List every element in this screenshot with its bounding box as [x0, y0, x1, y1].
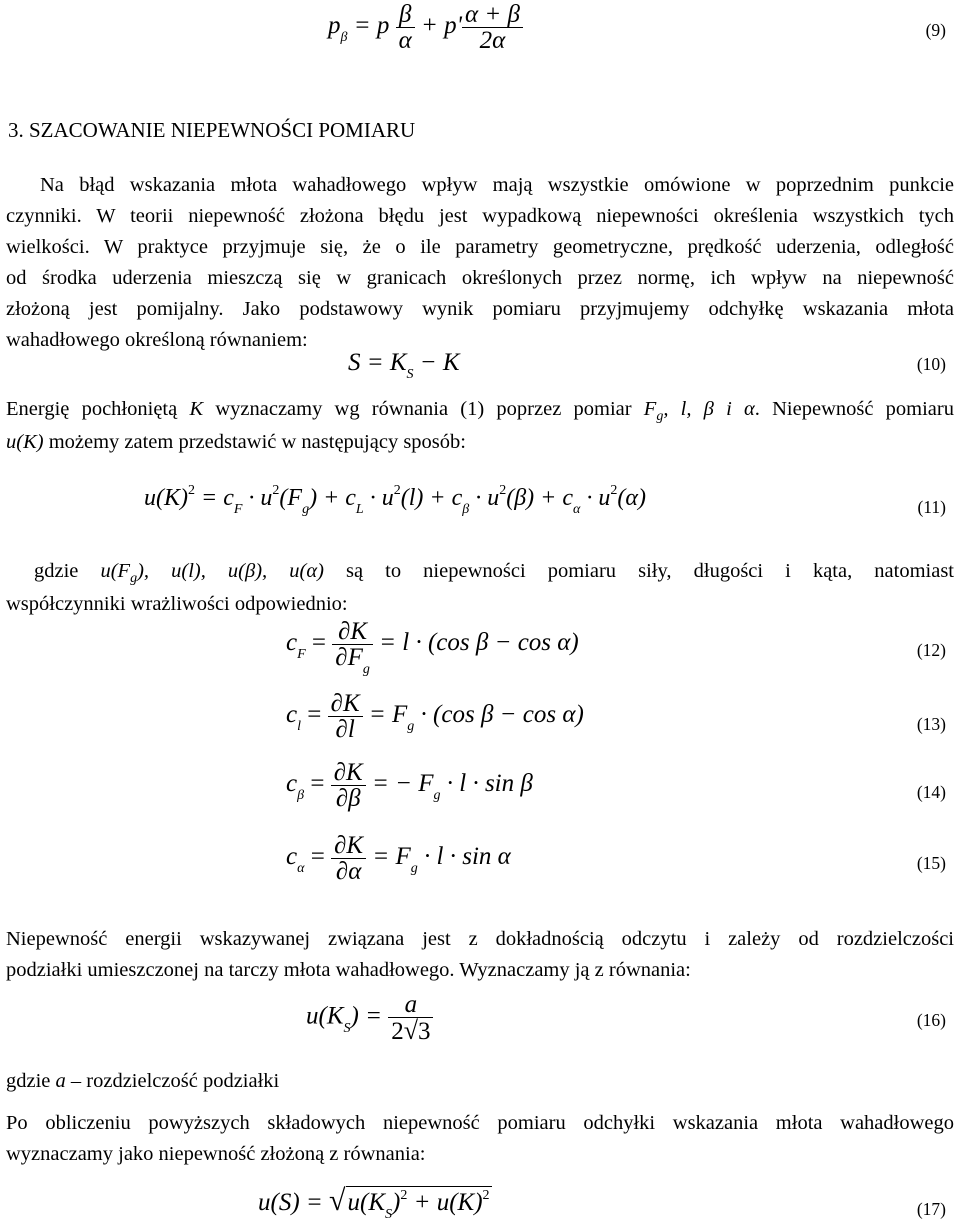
text-line: czynniki. W teorii niepewność złożona błędu jest wypadkową niepewności określenia wszystkich tych — [6, 205, 954, 227]
text-line: wyznaczamy jako niepewność złożoną z równania: — [6, 1143, 426, 1165]
equation-11: $u(K)^2 = c_F \cdot u^2(F_g) + c_L \cdot u^2(l) + c_\beta \cdot u^2(\beta) + c_\alpha \cdot u^2(\alpha)$ — [144, 483, 646, 517]
fraction: $\frac{\alpha + \beta}{2\alpha}$ — [462, 2, 523, 53]
fraction: $\frac{\partial K}{\partial\alpha}$ — [331, 833, 366, 884]
text-line: wahadłowego określoną równaniem: — [6, 329, 308, 351]
equation-15: $c_\alpha$ = $\frac{\partial K}{\partial\alpha}$ = $F_g \cdot l \cdot \sin \alpha$ — [286, 832, 511, 885]
section-heading: 3. SZACOWANIE NIEPEWNOŚCI POMIARU — [8, 118, 416, 142]
sqrt-radicand: $u(K_S)^2 + u(K)^2$ — [347, 1188, 490, 1222]
paragraph-1 — [6, 170, 954, 356]
text-line: złożoną jest pomijalny. Jako podstawowy wynik pomiaru przyjmujemy odchyłkę wskazania młota — [6, 298, 954, 320]
paragraph-2 — [6, 394, 954, 458]
equation-number: (12) — [916, 640, 946, 660]
fraction: $\frac{\partial K}{\partial F_g}$ — [332, 619, 373, 670]
equation-number: (15) — [916, 853, 946, 873]
paragraph-4 — [6, 924, 954, 986]
equation-9: $p_\beta = p$ $\frac{\beta}{\alpha}$ + p' $\frac{\alpha + \beta}{2\alpha}$ — [328, 2, 523, 53]
text-line: Na błąd wskazania młota wahadłowego wpływ mają wszystkie omówione w poprzednim punkcie — [40, 174, 954, 196]
equation-number: (11) — [917, 497, 946, 517]
equation-number: (16) — [916, 1010, 946, 1030]
equation-13: $c_l$ = $\frac{\partial K}{\partial l}$ = $F_g \cdot (\cos$ β − cos α) — [286, 690, 584, 743]
text-line: Po obliczeniu powyższych składowych niepewność pomiaru odchyłki wskazania młota wahadłowego — [6, 1112, 954, 1134]
text-line: od środka uderzenia mieszczą się w granicach określonych przez normę, ich wpływ na niepewność — [6, 267, 954, 289]
equation-14: $c_\beta$ = $\frac{\partial K}{\partial\beta}$ = − $F_g \cdot l \cdot \sin \beta$ — [286, 759, 533, 812]
equation-number: (17) — [916, 1199, 946, 1219]
equation-number: (13) — [916, 714, 946, 734]
sqrt-sign-icon: √ — [403, 1016, 418, 1045]
fraction: $\frac{\partial K}{\partial\beta}$ — [331, 760, 366, 811]
equation-number: (14) — [916, 782, 946, 802]
text-line: gdzie $u(F_g)$, u(l), u(β), u(α) są to niepewności pomiaru siły, długości i kąta, natomiast — [34, 560, 954, 586]
paragraph-5: gdzie a – rozdzielczość podziałki — [6, 1070, 280, 1092]
text-line: u(K) możemy zatem przedstawić w następujący sposób: — [6, 431, 466, 453]
text-line: podziałki umieszczonej na tarczy młota wahadłowego. Wyznaczamy ją z równania: — [6, 959, 691, 981]
sqrt-sign-icon: √ — [329, 1184, 346, 1217]
equation-16: $u(K_S)$ = $\frac{a}{2√3}$ — [306, 992, 433, 1044]
equation-number: (9) — [925, 20, 946, 40]
equation-10: $S = K_S - K$ — [348, 349, 460, 382]
fraction: $\frac{\beta}{\alpha}$ — [396, 2, 415, 53]
text-line: Niepewność energii wskazywanej związana jest z dokładnością odczytu i zależy od rozdzielczości — [6, 928, 954, 950]
text-line: Energię pochłoniętą K wyznaczamy wg równania (1) poprzez pomiar $F_g$, l, β i α. Niepewność pomiaru — [6, 398, 954, 424]
text-line: wielkości. W praktyce przyjmuje się, że o ile parametry geometryczne, prędkość uderzenia, odległość — [6, 236, 954, 258]
fraction: $\frac{a}{2√3}$ — [388, 992, 433, 1044]
equation-12: $c_F$ = $\frac{\partial K}{\partial F_g}$ = l · (cos β − cos α) — [286, 618, 579, 677]
equation-17: $u(S) = √u(K_S)^2 + u(K)^2$ — [258, 1184, 490, 1222]
paragraph-3 — [6, 556, 954, 620]
fraction: $\frac{\partial K}{\partial l}$ — [328, 691, 363, 742]
paragraph-6 — [6, 1108, 954, 1170]
equation-number: (10) — [916, 354, 946, 374]
text-line: współczynniki wrażliwości odpowiednio: — [6, 593, 348, 615]
